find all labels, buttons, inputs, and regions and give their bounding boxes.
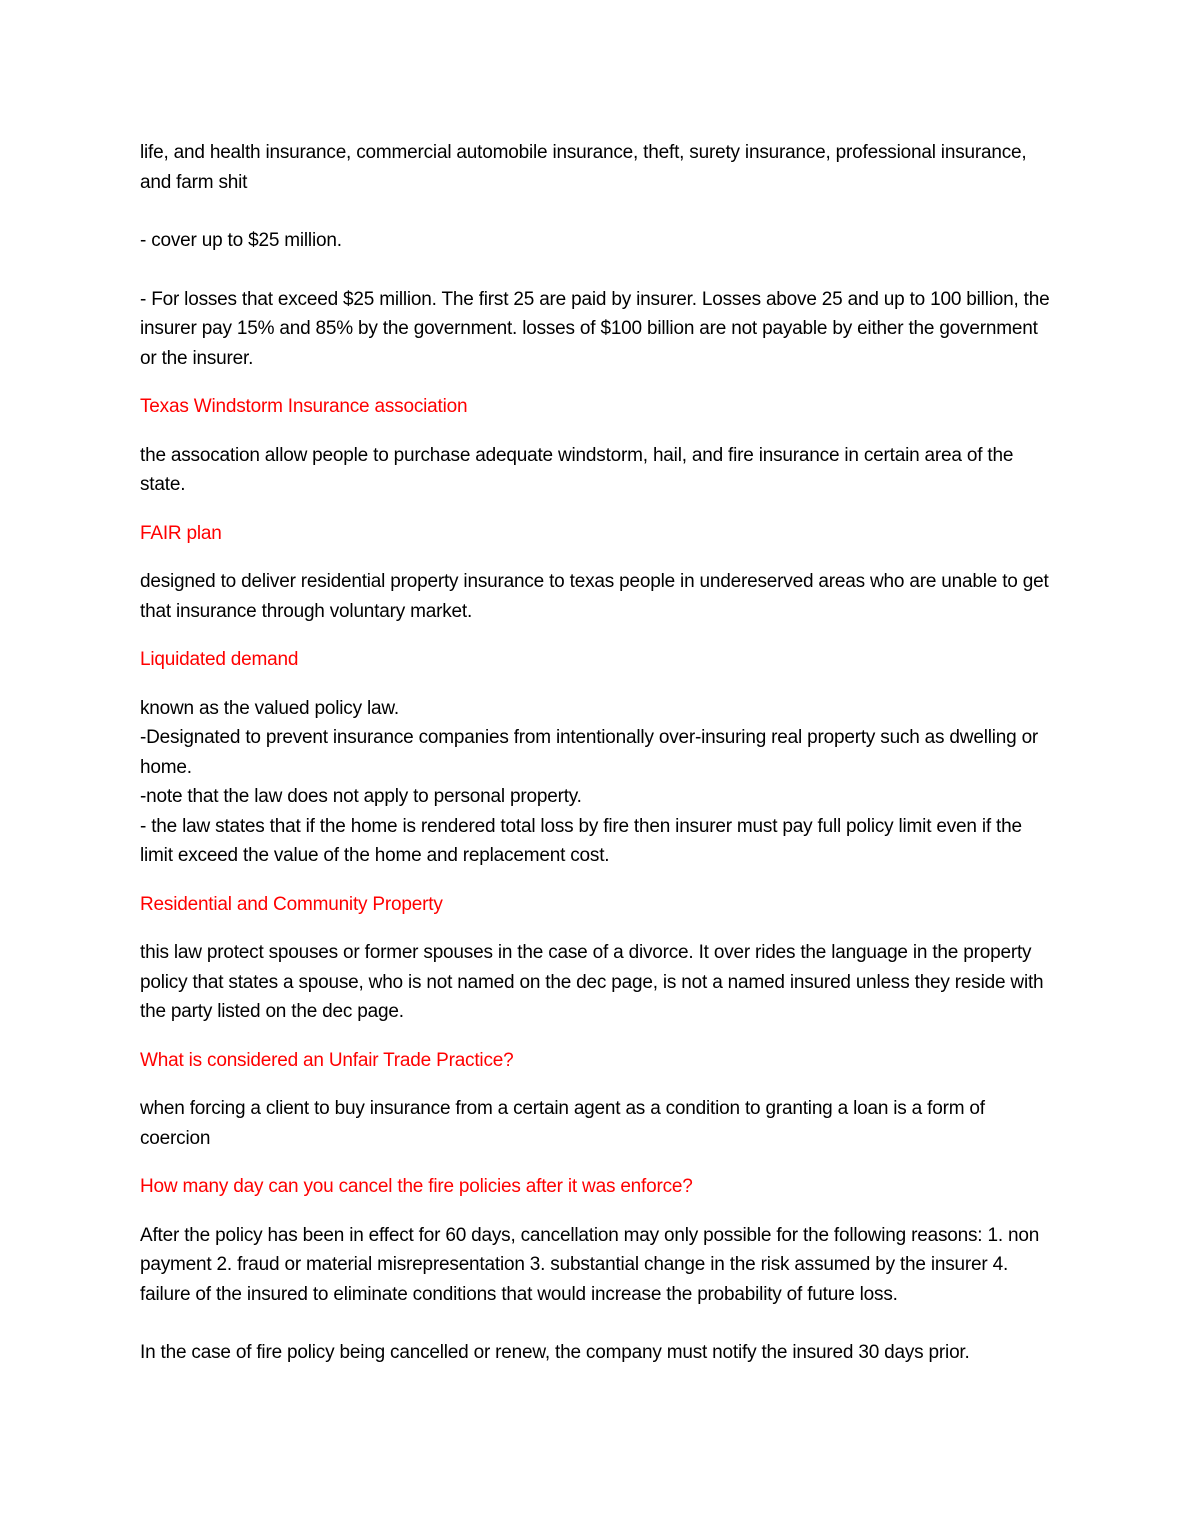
section-residential-community-property [140, 890, 1052, 1027]
section-fire-policy-cancellation [140, 1172, 1052, 1368]
section-heading: How many day can you cancel the fire policies after it was enforce? [140, 1176, 693, 1197]
section-texas-windstorm [140, 392, 1052, 500]
section-liquidated-demand [140, 645, 1052, 871]
section-body: the assocation allow people to purchase adequate windstorm, hail, and fire insurance in certain area of the state. [140, 444, 1014, 495]
body-line: -Designated to prevent insurance companies from intentionally over-insuring real property such as dwelling or home. [140, 727, 1039, 778]
section-heading: Liquidated demand [140, 649, 299, 670]
section-body: designed to deliver residential property insurance to texas people in undereserved areas who are unable to get that insurance through voluntary market. [140, 571, 1049, 622]
intro-loss-sharing: - For losses that exceed $25 million. The first 25 are paid by insurer. Losses above 25 and up to 100 billion, the insurer pay 15% and 85% by the government. losses of $100 billion are not payable by either the government or the insurer. [140, 288, 1050, 369]
section-heading: Texas Windstorm Insurance association [140, 396, 468, 417]
section-body [140, 694, 1052, 871]
body-line: - the law states that if the home is rendered total loss by fire then insurer must pay full policy limit even if the limit exceed the value of the home and replacement cost. [140, 815, 1022, 866]
section-heading: What is considered an Unfair Trade Practice? [140, 1049, 514, 1071]
document-page [140, 138, 1052, 1387]
intro-coverage-list: life, and health insurance, commercial automobile insurance, theft, surety insurance, professional insurance, and farm shit [140, 142, 1027, 193]
section-fair-plan [140, 519, 1052, 627]
section-body-notice: In the case of fire policy being cancelled or renew, the company must notify the insured 30 days prior. [140, 1342, 970, 1363]
body-line: known as the valued policy law. [140, 697, 399, 719]
section-heading: FAIR plan [140, 522, 222, 544]
section-heading: Residential and Community Property [140, 893, 443, 915]
intro-coverage-limit: - cover up to $25 million. [140, 230, 342, 251]
body-line: -note that the law does not apply to personal property. [140, 786, 582, 807]
section-body: this law protect spouses or former spouses in the case of a divorce. It over rides the language in the property policy that states a spouse, who is not named on the dec page, is not a named insured unless they reside with the party listed on the dec page. [140, 942, 1044, 1022]
section-unfair-trade-practice [140, 1046, 1052, 1154]
section-body: After the policy has been in effect for 60 days, cancellation may only possible for the following reasons: 1. non payment 2. fraud or material misrepresentation 3. substantial change in the risk assumed by the insurer 4. failure of the insured to eliminate conditions that would increase the probability of future loss. [140, 1224, 1040, 1305]
section-body: when forcing a client to buy insurance from a certain agent as a condition to granting a loan is a form of coercion [140, 1098, 985, 1149]
